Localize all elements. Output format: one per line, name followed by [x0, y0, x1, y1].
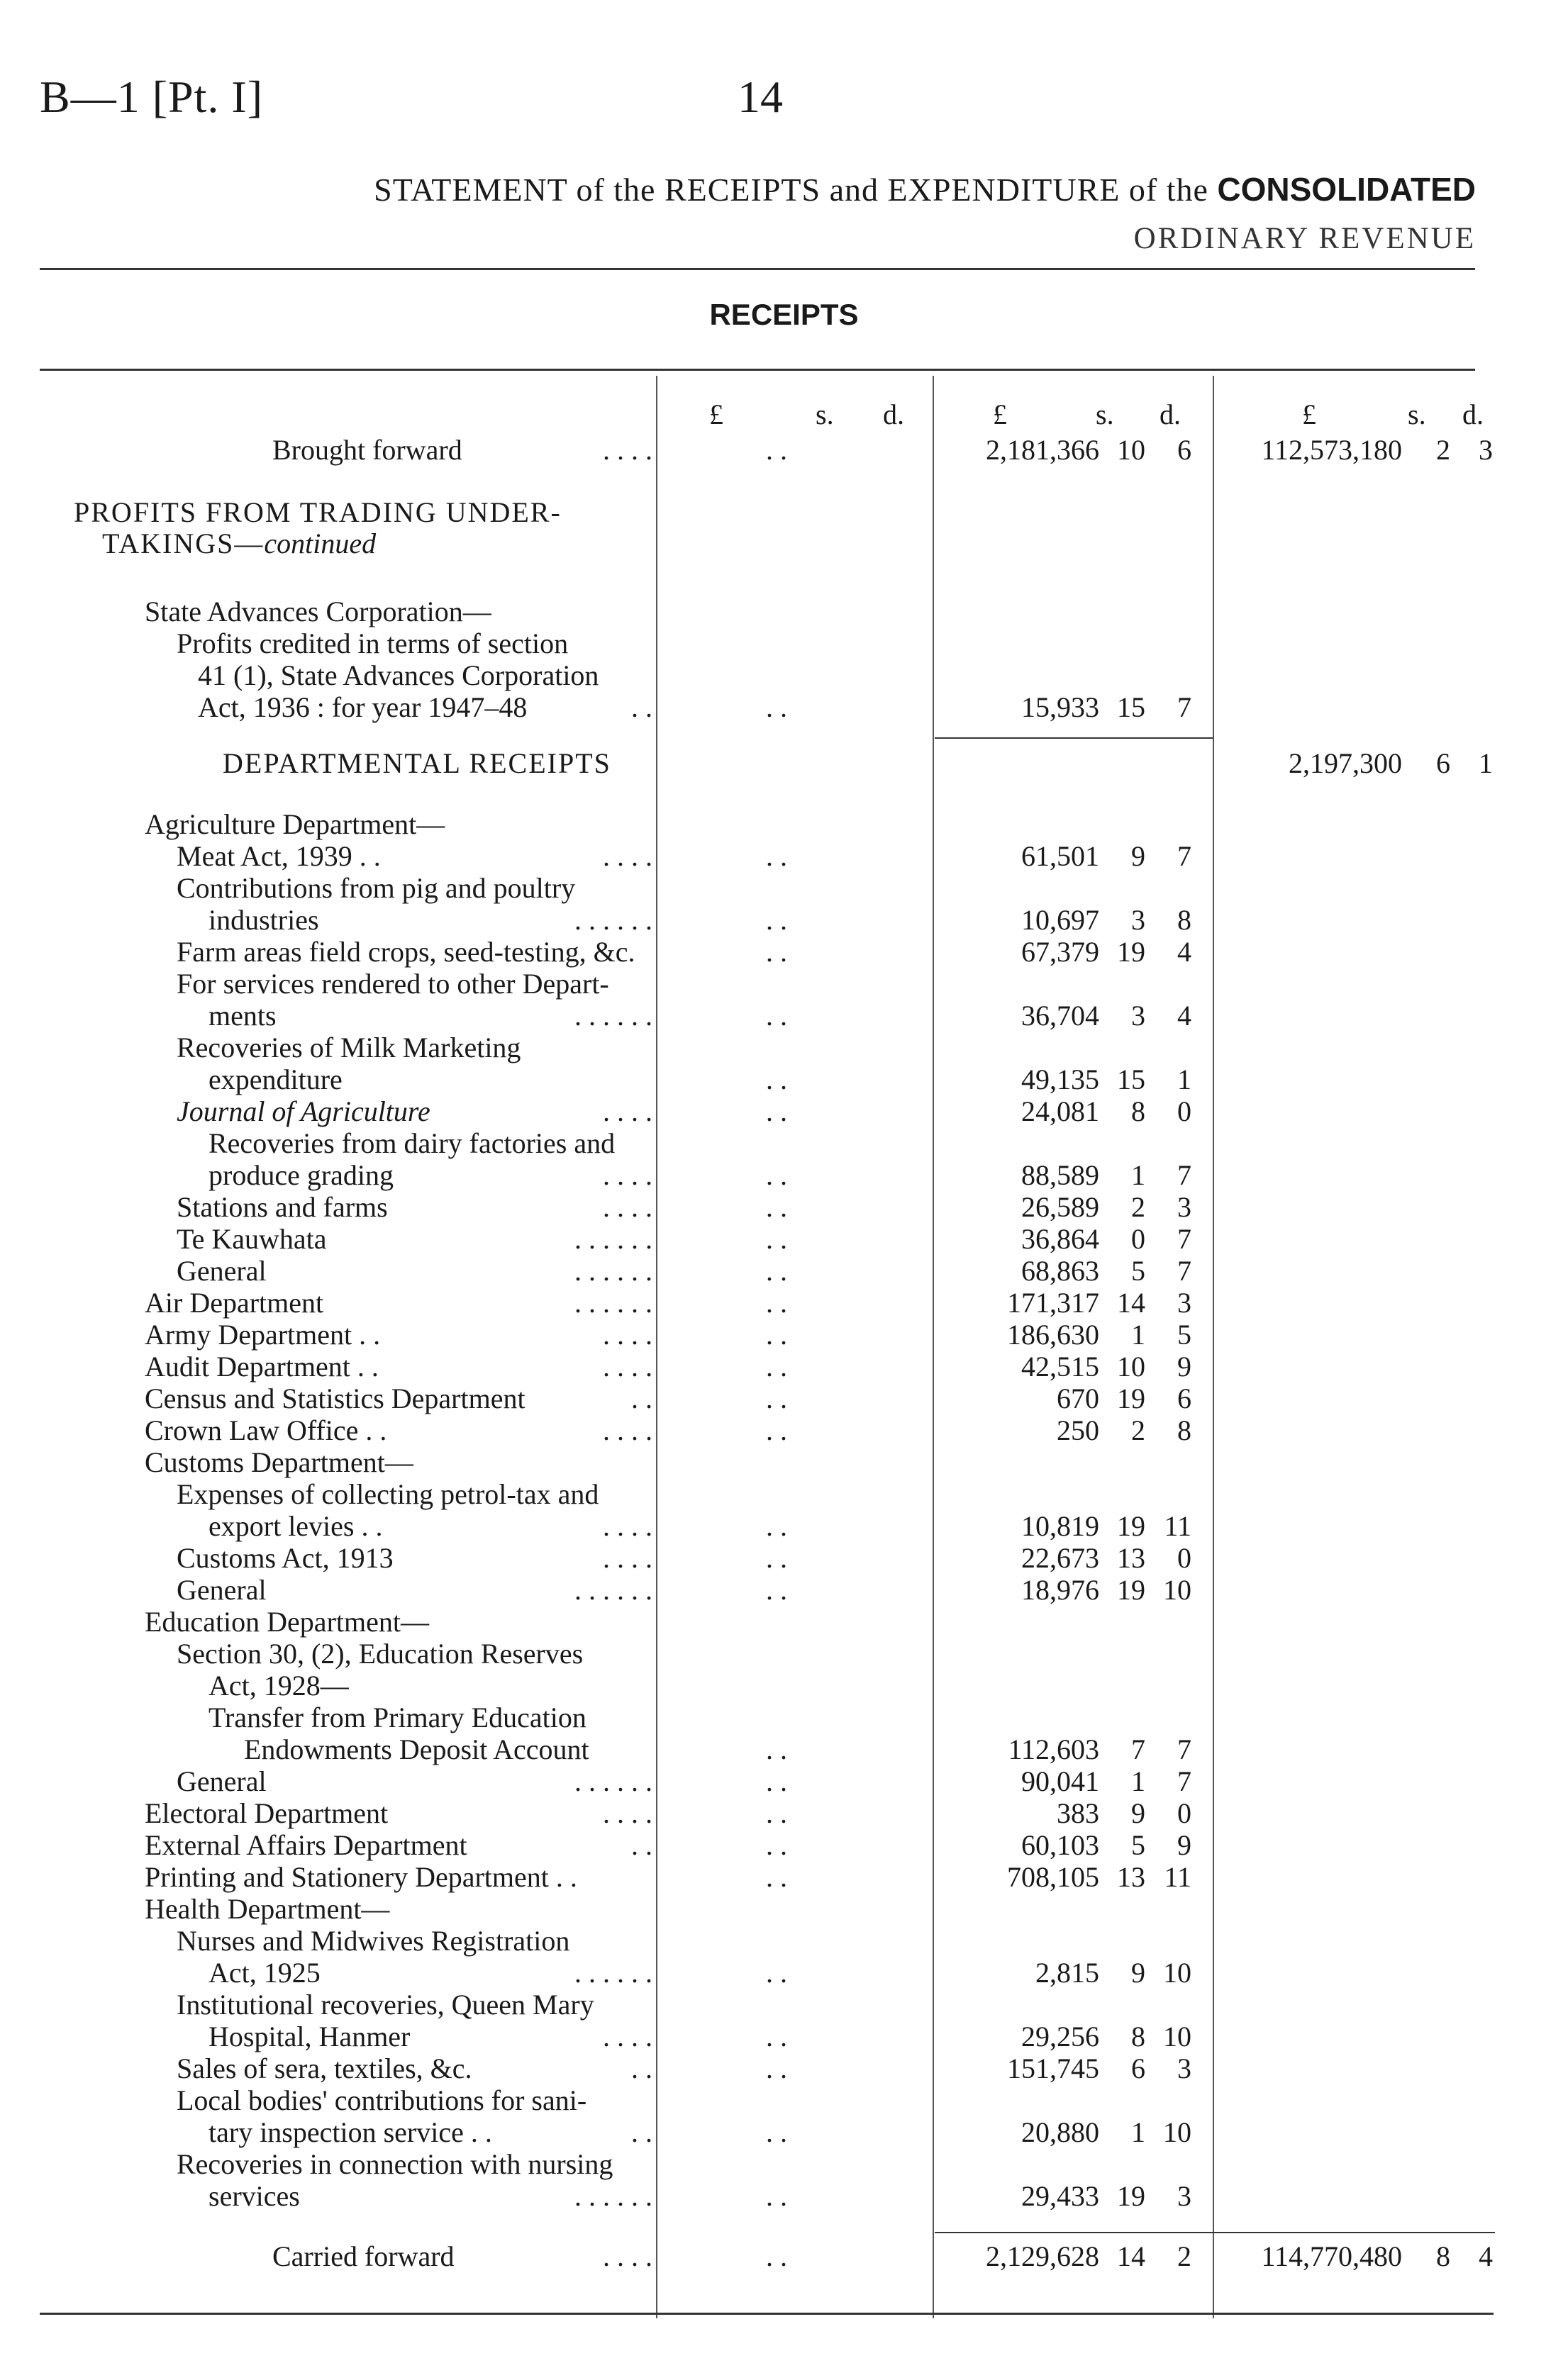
row-label: industries — [208, 904, 319, 936]
row-label: Air Department — [145, 1287, 324, 1319]
row-label: Transfer from Primary Education — [208, 1702, 586, 1733]
amount-shillings: 15 — [1117, 691, 1145, 723]
amount-pounds: 15,933 — [1021, 691, 1099, 723]
table-row — [0, 2084, 1568, 2117]
table-row — [0, 1127, 1568, 1160]
table-row — [0, 1255, 1568, 1287]
column1-placeholder: . . — [766, 1382, 787, 1414]
amount-shillings: 19 — [1117, 2180, 1145, 2212]
bottom-rule — [40, 2313, 1494, 2315]
row-label: Expenses of collecting petrol-tax and — [177, 1478, 599, 1510]
amount-pence: 7 — [1177, 1765, 1191, 1797]
section-rule — [40, 369, 1475, 371]
amount-pence: 9 — [1177, 1829, 1191, 1861]
amount-shillings: 13 — [1117, 1861, 1145, 1893]
unit-shilling-3: s. — [1408, 398, 1426, 430]
column1-placeholder: . . — [766, 1861, 787, 1893]
table-row — [0, 2180, 1568, 2213]
row-label: Electoral Department — [145, 1797, 389, 1829]
leader-dots: . . — [631, 1382, 652, 1414]
table-row — [0, 2240, 1568, 2273]
column1-placeholder: . . — [766, 691, 787, 723]
row-label: Act, 1936 : for year 1947–48 — [198, 691, 528, 723]
leader-dots: . . . . . . — [574, 1255, 652, 1287]
amount-shillings: 9 — [1131, 1797, 1145, 1829]
column1-placeholder: . . — [766, 1223, 787, 1255]
amount-pounds: 88,589 — [1021, 1159, 1099, 1191]
amount-pounds: 49,135 — [1021, 1063, 1099, 1095]
amount-pence: 4 — [1177, 936, 1191, 968]
amount-shillings: 8 — [1131, 2021, 1145, 2052]
row-label — [102, 527, 376, 560]
table-row — [0, 659, 1568, 692]
table-row — [0, 1095, 1568, 1128]
row-label: ments — [208, 1000, 277, 1032]
amount-pence: 0 — [1177, 1542, 1191, 1574]
row-label: PROFITS FROM TRADING UNDER- — [74, 496, 562, 528]
amount-pence: 8 — [1177, 1414, 1191, 1446]
unit-pence-3: d. — [1462, 398, 1484, 430]
row-label: services — [208, 2180, 300, 2212]
amount-pounds: 383 — [1057, 1797, 1099, 1829]
table-row — [0, 1638, 1568, 1670]
amount-pence: 2 — [1177, 2240, 1191, 2272]
table-row — [0, 904, 1568, 937]
amount-shillings: 14 — [1117, 2240, 1145, 2272]
column1-placeholder: . . — [766, 1095, 787, 1127]
table-row — [0, 1893, 1568, 1926]
row-label: Customs Department— — [145, 1446, 413, 1478]
amount-pounds: 171,317 — [1007, 1287, 1099, 1319]
leader-dots: . . . . — [603, 1319, 652, 1351]
row-label: Hospital, Hanmer — [208, 2021, 411, 2052]
total-pounds: 112,573,180 — [1261, 434, 1402, 466]
row-label: General — [177, 1765, 267, 1797]
row-label: External Affairs Department — [145, 1829, 467, 1861]
statement-title-bold: CONSOLIDATED — [1217, 171, 1476, 208]
total-pounds: 114,770,480 — [1261, 2240, 1402, 2272]
leader-dots: . . . . . . — [574, 1287, 652, 1319]
statement-title-text: STATEMENT of the RECEIPTS and EXPENDITURE of the — [374, 172, 1208, 208]
row-label: Recoveries in connection with nursing — [177, 2148, 613, 2180]
table-row — [0, 434, 1568, 466]
amount-pence: 7 — [1177, 1733, 1191, 1765]
amount-pounds: 36,704 — [1021, 1000, 1099, 1032]
leader-dots: . . . . . . — [574, 1223, 652, 1255]
amount-pence: 10 — [1163, 1957, 1191, 1989]
leader-dots: . . . . — [603, 434, 652, 466]
leader-dots: . . . . . . — [574, 2180, 652, 2212]
row-label: General — [177, 1255, 267, 1287]
amount-shillings: 5 — [1131, 1255, 1145, 1287]
leader-dots: . . . . — [603, 2021, 652, 2052]
amount-pounds: 29,433 — [1021, 2180, 1099, 2212]
amount-pence: 11 — [1164, 1861, 1191, 1893]
column1-placeholder: . . — [766, 1829, 787, 1861]
table-row — [0, 2116, 1568, 2149]
table-row — [0, 872, 1568, 905]
leader-dots: . . — [631, 1829, 652, 1861]
amount-shillings: 2 — [1131, 1191, 1145, 1223]
amount-pounds: 112,603 — [1008, 1733, 1099, 1765]
amount-pounds: 22,673 — [1021, 1542, 1099, 1574]
row-label: DEPARTMENTAL RECEIPTS — [223, 747, 611, 779]
row-label: tary inspection service . . — [208, 2116, 492, 2148]
leader-dots: . . . . — [603, 1542, 652, 1574]
leader-dots: . . . . . . — [574, 1574, 652, 1606]
amount-pence: 10 — [1163, 2116, 1191, 2148]
table-row — [0, 1797, 1568, 1830]
column1-placeholder: . . — [766, 1255, 787, 1287]
table-row — [0, 1446, 1568, 1479]
table-row — [0, 1574, 1568, 1607]
amount-shillings: 7 — [1131, 1733, 1145, 1765]
row-label: Recoveries of Milk Marketing — [177, 1032, 521, 1063]
leader-dots: . . — [631, 691, 652, 723]
amount-pence: 6 — [1177, 434, 1191, 466]
table-row — [0, 2052, 1568, 2085]
amount-pence: 0 — [1177, 1095, 1191, 1127]
column1-placeholder: . . — [766, 1510, 787, 1542]
carried-forward-rule — [935, 2232, 1495, 2233]
amount-shillings: 1 — [1131, 2116, 1145, 2148]
amount-shillings: 19 — [1117, 1574, 1145, 1606]
amount-pence: 7 — [1177, 1159, 1191, 1191]
column1-placeholder: . . — [766, 1351, 787, 1382]
column1-placeholder: . . — [766, 1542, 787, 1574]
column1-placeholder: . . — [766, 2116, 787, 2148]
row-label: Act, 1925 — [208, 1957, 321, 1989]
row-label: Census and Statistics Department — [145, 1382, 526, 1414]
amount-shillings: 2 — [1131, 1414, 1145, 1446]
leader-dots: . . . . — [603, 1510, 652, 1542]
column1-placeholder: . . — [766, 1000, 787, 1032]
table-row — [0, 627, 1568, 660]
column1-placeholder: . . — [766, 1287, 787, 1319]
amount-pounds: 2,815 — [1035, 1957, 1099, 1989]
amount-shillings: 1 — [1131, 1159, 1145, 1191]
amount-shillings: 3 — [1131, 904, 1145, 936]
row-label: Education Department— — [145, 1606, 429, 1638]
table-row — [0, 1765, 1568, 1798]
table-row — [0, 1191, 1568, 1224]
amount-pence: 11 — [1164, 1510, 1191, 1542]
table-row — [0, 1606, 1568, 1638]
total-shillings: 8 — [1436, 2240, 1450, 2272]
column1-placeholder: . . — [766, 1319, 787, 1351]
amount-pounds: 24,081 — [1021, 1095, 1099, 1127]
amount-pence: 10 — [1163, 2021, 1191, 2052]
leader-dots: . . . . — [603, 1095, 652, 1127]
row-label: Contributions from pig and poultry — [177, 872, 576, 904]
unit-pence-1: d. — [883, 398, 904, 430]
amount-shillings: 3 — [1131, 1000, 1145, 1032]
column1-placeholder: . . — [766, 2240, 787, 2272]
leader-dots: . . . . — [603, 1159, 652, 1191]
column1-placeholder: . . — [766, 1159, 787, 1191]
table-row — [0, 1861, 1568, 1894]
leader-dots: . . — [631, 2052, 652, 2084]
row-label: Nurses and Midwives Registration — [177, 1925, 570, 1957]
row-label: Printing and Stationery Department . . — [145, 1861, 577, 1893]
row-label: Carried forward — [272, 2240, 455, 2272]
amount-pence: 3 — [1177, 2052, 1191, 2084]
table-row — [0, 1957, 1568, 1989]
column1-placeholder: . . — [766, 2021, 787, 2052]
table-row — [0, 1223, 1568, 1256]
leader-dots: . . . . — [603, 1414, 652, 1446]
leader-dots: . . . . — [603, 2240, 652, 2272]
row-label: Health Department— — [145, 1893, 390, 1925]
amount-shillings: 9 — [1131, 1957, 1145, 1989]
amount-pounds: 90,041 — [1021, 1765, 1099, 1797]
leader-dots: . . . . — [603, 1351, 652, 1382]
table-row — [0, 808, 1568, 841]
amount-shillings: 13 — [1117, 1542, 1145, 1574]
unit-header-row — [0, 398, 1568, 431]
table-row — [0, 1000, 1568, 1032]
column1-placeholder: . . — [766, 1765, 787, 1797]
row-label: Recoveries from dairy factories and — [208, 1127, 616, 1159]
amount-pounds: 60,103 — [1021, 1829, 1099, 1861]
row-label: Profits credited in terms of section — [177, 627, 569, 659]
amount-shillings: 0 — [1131, 1223, 1145, 1255]
row-label: export levies . . — [208, 1510, 383, 1542]
table-row — [0, 1351, 1568, 1383]
row-label: Act, 1928— — [208, 1670, 349, 1702]
amount-shillings: 14 — [1117, 1287, 1145, 1319]
row-label: Farm areas field crops, seed-testing, &c. — [177, 936, 635, 968]
row-label: Customs Act, 1913 — [177, 1542, 394, 1574]
total-pence: 4 — [1479, 2240, 1493, 2272]
table-row — [0, 1670, 1568, 1702]
amount-shillings: 5 — [1131, 1829, 1145, 1861]
column1-placeholder: . . — [766, 1574, 787, 1606]
row-label: Crown Law Office . . — [145, 1414, 387, 1446]
total-shillings: 2 — [1436, 434, 1450, 466]
section-heading: RECEIPTS — [709, 298, 859, 331]
amount-pounds: 2,129,628 — [986, 2240, 1099, 2272]
column1-placeholder: . . — [766, 936, 787, 968]
leader-dots: . . . . — [603, 1191, 652, 1223]
row-label: Institutional recoveries, Queen Mary — [177, 1989, 594, 2021]
amount-shillings: 1 — [1131, 1319, 1145, 1351]
column1-placeholder: . . — [766, 2180, 787, 2212]
row-label: Stations and farms — [177, 1191, 388, 1223]
table-row — [0, 1989, 1568, 2021]
row-label: Audit Department . . — [145, 1351, 379, 1382]
row-label: State Advances Corporation— — [145, 596, 491, 627]
table-row — [0, 1287, 1568, 1319]
amount-shillings: 15 — [1117, 1063, 1145, 1095]
amount-pounds: 29,256 — [1021, 2021, 1099, 2052]
table-row — [0, 1510, 1568, 1543]
leader-dots: . . . . . . — [574, 1957, 652, 1989]
amount-pence: 6 — [1177, 1382, 1191, 1414]
amount-pounds: 61,501 — [1021, 840, 1099, 872]
row-label: 41 (1), State Advances Corporation — [198, 659, 599, 691]
table-row — [0, 1478, 1568, 1511]
column1-placeholder: . . — [766, 2052, 787, 2084]
column1-placeholder: . . — [766, 1797, 787, 1829]
amount-pounds: 68,863 — [1021, 1255, 1099, 1287]
row-label: For services rendered to other Depart- — [177, 968, 609, 1000]
amount-pounds: 18,976 — [1021, 1574, 1099, 1606]
table-row — [0, 1925, 1568, 1957]
amount-pence: 8 — [1177, 904, 1191, 936]
table-row — [0, 936, 1568, 968]
row-label-caps: TAKINGS— — [102, 527, 265, 559]
table-row — [0, 1542, 1568, 1575]
amount-shillings: 10 — [1117, 434, 1145, 466]
amount-pounds: 708,105 — [1007, 1861, 1099, 1893]
row-label: expenditure — [208, 1063, 343, 1095]
leader-dots: . . . . — [603, 1797, 652, 1829]
table-row — [0, 691, 1568, 724]
title-rule — [40, 268, 1475, 270]
amount-pounds: 26,589 — [1021, 1191, 1099, 1223]
row-label: produce grading — [208, 1159, 394, 1191]
row-label: Meat Act, 1939 . . — [177, 840, 381, 872]
amount-shillings: 1 — [1131, 1765, 1145, 1797]
table-row — [0, 1032, 1568, 1064]
unit-pound-2: £ — [993, 398, 1007, 430]
unit-pound-3: £ — [1302, 398, 1316, 430]
amount-pounds: 36,864 — [1021, 1223, 1099, 1255]
table-row — [0, 1702, 1568, 1734]
amount-shillings: 19 — [1117, 1382, 1145, 1414]
leader-dots: . . . . . . — [574, 1765, 652, 1797]
table-row — [0, 1319, 1568, 1351]
amount-pence: 10 — [1163, 1574, 1191, 1606]
column1-placeholder: . . — [766, 1414, 787, 1446]
amount-pence: 7 — [1177, 1223, 1191, 1255]
amount-pounds: 2,181,366 — [986, 434, 1099, 466]
table-row — [0, 1733, 1568, 1766]
statement-subtitle: ORDINARY REVENUE — [1133, 222, 1476, 255]
table-row — [0, 1829, 1568, 1862]
table-row — [0, 2148, 1568, 2181]
column1-placeholder: . . — [766, 1191, 787, 1223]
amount-pence: 7 — [1177, 1255, 1191, 1287]
page-number: 14 — [738, 72, 783, 122]
row-label: Te Kauwhata — [177, 1223, 327, 1255]
column1-placeholder: . . — [766, 840, 787, 872]
amount-pounds: 42,515 — [1021, 1351, 1099, 1382]
amount-pounds: 250 — [1057, 1414, 1099, 1446]
amount-pence: 7 — [1177, 691, 1191, 723]
row-label: Journal of Agriculture — [177, 1095, 430, 1127]
table-row — [0, 1063, 1568, 1096]
table-row — [0, 840, 1568, 873]
amount-pence: 5 — [1177, 1319, 1191, 1351]
column1-placeholder: . . — [766, 1733, 787, 1765]
table-row — [0, 527, 1568, 560]
amount-pence: 3 — [1177, 1191, 1191, 1223]
amount-pounds: 10,819 — [1021, 1510, 1099, 1542]
amount-pounds: 151,745 — [1007, 2052, 1099, 2084]
leader-dots: . . — [631, 2116, 652, 2148]
amount-shillings: 10 — [1117, 1351, 1145, 1382]
table-row — [0, 1382, 1568, 1415]
amount-pence: 7 — [1177, 840, 1191, 872]
amount-pounds: 186,630 — [1007, 1319, 1099, 1351]
total-pence: 3 — [1479, 434, 1493, 466]
amount-pence: 0 — [1177, 1797, 1191, 1829]
row-label: Endowments Deposit Account — [244, 1733, 589, 1765]
row-label: Local bodies' contributions for sani- — [177, 2084, 587, 2116]
amount-shillings: 19 — [1117, 1510, 1145, 1542]
amount-pounds: 670 — [1057, 1382, 1099, 1414]
amount-pounds: 67,379 — [1021, 936, 1099, 968]
unit-shilling-1: s. — [816, 398, 834, 430]
table-row — [0, 968, 1568, 1000]
column1-placeholder: . . — [766, 1063, 787, 1095]
total-shillings: 6 — [1436, 747, 1450, 779]
amount-shillings: 9 — [1131, 840, 1145, 872]
row-label: Brought forward — [272, 434, 462, 466]
leader-dots: . . . . . . — [574, 1000, 652, 1032]
row-label: Agriculture Department— — [145, 808, 445, 840]
amount-pence: 4 — [1177, 1000, 1191, 1032]
subtotal-rule — [935, 737, 1213, 739]
column1-placeholder: . . — [766, 904, 787, 936]
amount-shillings: 6 — [1131, 2052, 1145, 2084]
amount-pence: 9 — [1177, 1351, 1191, 1382]
amount-pence: 3 — [1177, 2180, 1191, 2212]
total-pence: 1 — [1479, 747, 1493, 779]
row-label: Section 30, (2), Education Reserves — [177, 1638, 584, 1670]
table-row — [0, 596, 1568, 628]
unit-pound-1: £ — [709, 398, 723, 430]
table-row — [0, 1159, 1568, 1192]
table-row — [0, 2021, 1568, 2053]
row-label: Army Department . . — [145, 1319, 381, 1351]
amount-pence: 1 — [1177, 1063, 1191, 1095]
amount-pounds: 20,880 — [1021, 2116, 1099, 2148]
amount-pence: 3 — [1177, 1287, 1191, 1319]
leader-dots: . . . . . . — [574, 904, 652, 936]
statement-title — [374, 170, 1476, 208]
column1-placeholder: . . — [766, 1957, 787, 1989]
table-row — [0, 496, 1568, 529]
amount-shillings: 8 — [1131, 1095, 1145, 1127]
row-label-italic: continued — [264, 527, 377, 559]
table-row — [0, 1414, 1568, 1447]
amount-shillings: 19 — [1117, 936, 1145, 968]
total-pounds: 2,197,300 — [1289, 747, 1402, 779]
amount-pounds: 10,697 — [1021, 904, 1099, 936]
page-reference: B—1 [Pt. I] — [40, 72, 263, 122]
unit-pence-2: d. — [1160, 398, 1181, 430]
row-label: General — [177, 1574, 267, 1606]
row-label: Sales of sera, textiles, &c. — [177, 2052, 472, 2084]
column1-placeholder: . . — [766, 434, 787, 466]
leader-dots: . . . . — [603, 840, 652, 872]
table-row — [0, 747, 1568, 780]
unit-shilling-2: s. — [1096, 398, 1114, 430]
